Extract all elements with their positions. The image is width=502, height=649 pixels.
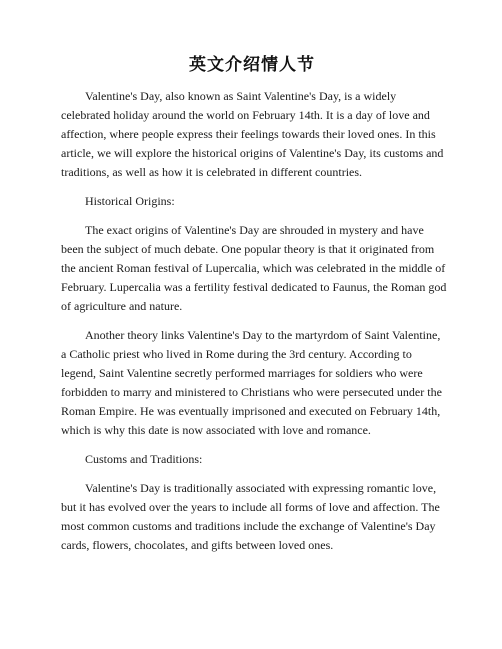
origins-paragraph-2: Another theory links Valentine's Day to the martyrdom of Saint Valentine, a Catholic priest who lived in Rome during the 3rd century. According to legend, Saint Valentine secretly performed marriages for soldiers who were forbidden to marry and ministered to Christians who were persecuted under the Roman Empire. He was eventually imprisoned and executed on February 14th, which is why this date is now associated with love and romance. (61, 328, 442, 437)
origins-paragraph-1: The exact origins of Valentine's Day are shrouded in mystery and have been the subject of much debate. One popular theory is that it originated from the ancient Roman festival of Lupercalia, which was celebrated in the middle of February. Lupercalia was a fertility festival dedicated to Faunus, the Roman god of agriculture and nature. (61, 223, 447, 313)
intro-paragraph: Valentine's Day, also known as Saint Valentine's Day, is a widely celebrated holiday around the world on February 14th. It is a day of love and affection, where people express their feelings towards their loved ones. In this article, we will explore the historical origins of Valentine's Day, its customs and traditions, as well as how it is celebrated in different countries. (61, 89, 444, 179)
section-heading-customs-traditions: Customs and Traditions: (85, 452, 203, 466)
section-heading-historical-origins: Historical Origins: (85, 194, 175, 208)
customs-paragraph-1: Valentine's Day is traditionally associated with expressing romantic love, but it has evolved over the years to include all forms of love and affection. The most common customs and traditions include the exchange of Valentine's Day cards, flowers, chocolates, and gifts between loved ones. (61, 481, 440, 552)
document-title: 英文介绍情人节 (189, 55, 315, 75)
